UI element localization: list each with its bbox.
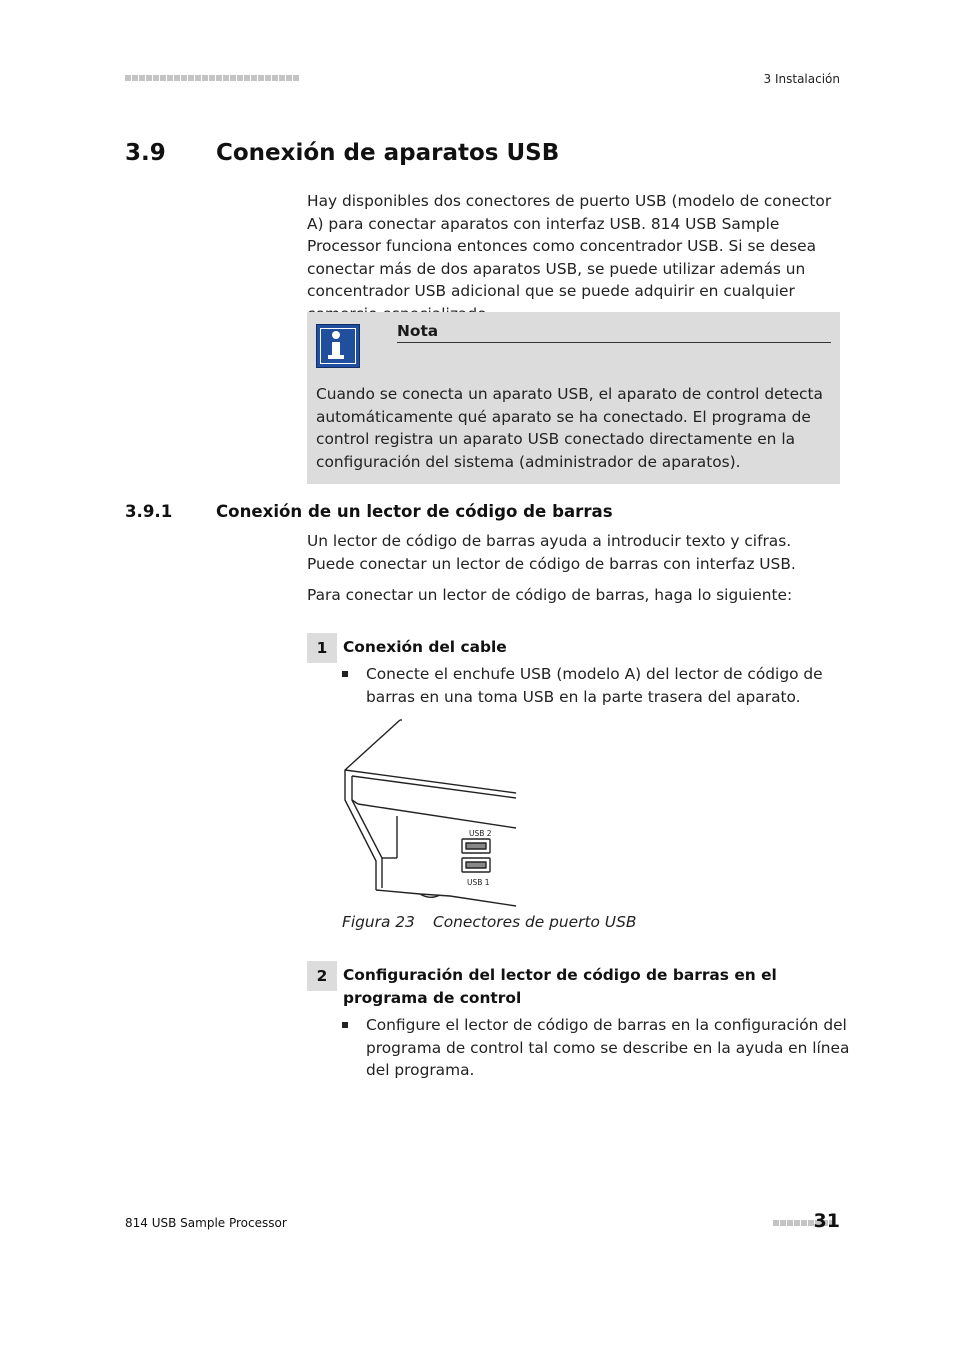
subsection-instruction: Para conectar un lector de código de barras, haga lo siguiente: [307,586,793,604]
step-title-2: Configuración del lector de código de barras en el programa de control [343,966,777,1007]
figure-caption: Conectores de puerto USB [433,913,637,931]
intro-paragraph: Hay disponibles dos conectores de puerto USB (modelo de conector A) para conectar aparatos con interfaz USB. 814 USB Sample Processor funciona entonces como concentrador USB. Si se desea conectar más de dos aparatos USB, se puede utilizar además un concentrador USB adicional que se puede adquirir en cualquier [307,192,832,300]
subsection-heading [125,502,613,521]
step-bullet-1: Conecte el enchufe USB (modelo A) del lector de código de barras en una toma USB en la parte trasera del aparato. [342,663,866,708]
note-title: Nota [397,322,831,343]
step-bullet-2: Configure el lector de código de barras en la configuración del programa de control tal como se describe en la ayuda en línea del programa. [342,1014,866,1082]
footer-product: 814 USB Sample Processor [125,1216,287,1230]
header-decoration [125,75,299,81]
step-title-1: Conexión del cable [343,638,507,656]
section-title: Conexión de aparatos USB [216,140,560,166]
subsection-intro: Un lector de código de barras ayuda a introducir texto y cifras. Puede conectar un lector de código de barras con interfaz USB. [307,532,796,573]
subsection-number: 3.9.1 [125,502,173,521]
section-number: 3.9 [125,140,166,166]
step-number-1: 1 [307,633,337,663]
figure-label: Figura 23 [342,913,415,931]
section-heading [125,140,559,166]
header-section-label: 3 Instalación [763,72,840,86]
usb-ports-figure [340,718,520,910]
subsection-title: Conexión de un lector de código de barras [216,502,613,521]
page-number: 31 [813,1210,840,1232]
step-number-2: 2 [307,961,337,991]
usb-1-label: USB 1 [467,878,490,887]
note-text: Cuando se conecta un aparato USB, el aparato de control detecta automáticamente qué aparato se ha conectado. El programa de control registra un aparato USB conectado directamente en la configuración del sistema (administrador de aparatos). [316,385,823,471]
usb-2-label: USB 2 [469,829,492,838]
info-icon [316,324,360,368]
note-box [307,312,840,484]
